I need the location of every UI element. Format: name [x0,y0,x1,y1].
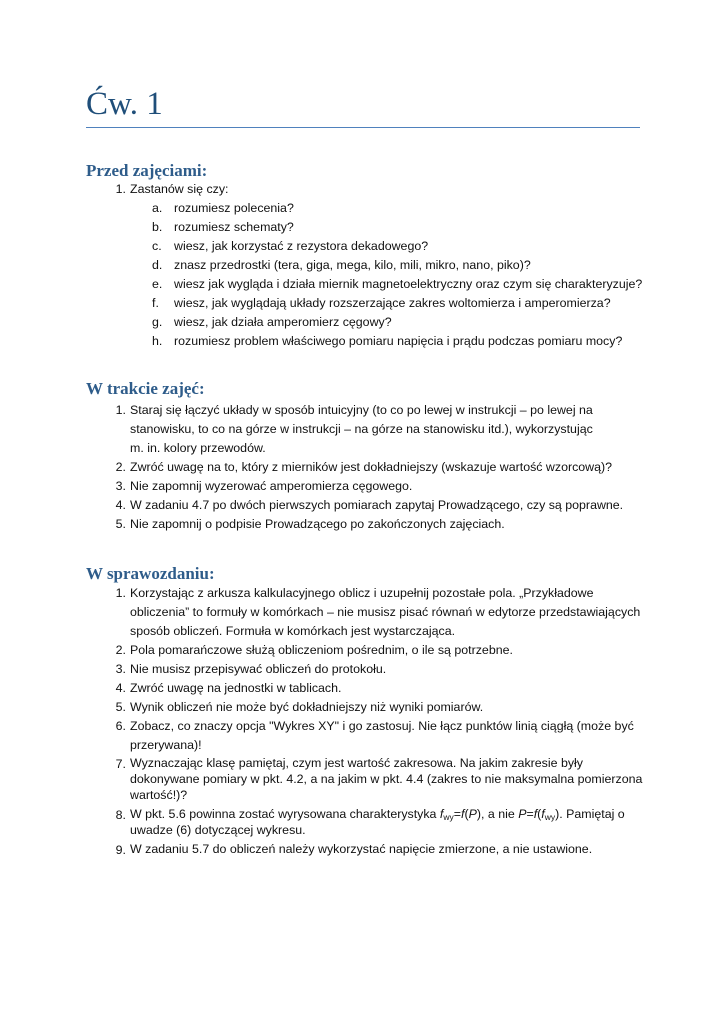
list-number: 5. [115,517,126,531]
list-text-line: Nie zapomnij wyzerować amperomierza cęgowego. [130,479,413,493]
formula-f: f [439,807,444,821]
list-item [115,660,655,679]
list-text: Zastanów się czy: [130,182,229,196]
list-text-line: Zwróć uwagę na jednostki w tablicach. [130,681,342,695]
list-text-line: Pola pomarańczowe służą obliczeniom pośrednim, o ile są potrzebne. [130,643,513,657]
formula-subscript: wy [443,812,454,822]
list-text-line: Wynik obliczeń nie może być dokładniejszy niż wyniki pomiarów. [130,700,484,714]
list-item [115,698,655,717]
sub-list-marker: h. [152,334,163,348]
list-text-line: W zadaniu 5.7 do obliczeń należy wykorzystać napięcie zmierzone, a nie ustawione. [130,842,593,856]
sub-list-text: rozumiesz problem właściwego pomiaru napięcia i prądu podczas pomiaru mocy? [174,334,623,348]
list-number: 2. [115,643,126,657]
list-number: 2. [115,460,126,474]
formula-p: P [468,807,477,821]
text-run: ( [464,807,469,821]
list-text-line: obliczenia” to formuły w komórkach – nie musisz pisać równań w edytorze przedstawiających [130,605,641,619]
sub-list-item [152,294,654,313]
list-text-line: Zwróć uwagę na to, który z mierników jest dokładniejszy (wskazuje wartość wzorcową)? [130,460,613,474]
list-number: 4. [115,681,126,695]
list-text-line: Zobacz, co znaczy opcja "Wykres XY" i go zastosuj. Nie łącz punktów linią ciągłą (może być [130,719,634,733]
list-item [115,401,650,458]
list-text-line: Staraj się łączyć układy w sposób intuicyjny (to co po lewej w instrukcji – po lewej na [130,403,593,417]
section-heading-before: Przed zajęciami: [86,161,208,180]
list-text-line: przerywana)! [130,738,202,752]
list-number: 1. [115,586,126,600]
list-text-line: Nie zapomnij o podpisie Prowadzącego po zakończonych zajęciach. [130,517,505,531]
title-underline [86,127,640,128]
sub-list-marker: e. [152,277,163,291]
text-run: W pkt. 5.6 powinna zostać wyrysowana charakterystyka [130,807,440,821]
sub-list-marker: b. [152,220,163,234]
sub-list-item [152,218,654,237]
list-item [115,180,650,199]
text-run: ), a nie [476,807,519,821]
during-list [115,401,650,534]
list-number: 3. [115,479,126,493]
list-number: 3. [115,662,126,676]
sub-list-item [152,275,654,294]
section-heading-during: W trakcie zajęć: [86,379,205,398]
sub-list-item [152,199,654,218]
list-item [115,755,655,803]
list-text-line: W zadaniu 4.7 po dwóch pierwszych pomiarach zapytaj Prowadzącego, czy są poprawne. [130,498,624,512]
list-text-line: sposób obliczeń. Formuła w komórkach jest wystarczająca. [130,624,456,638]
formula-subscript: wy [544,812,556,822]
text-run: ( [537,807,542,821]
list-number: 6. [115,719,126,733]
list-number: 8. [115,808,126,822]
sub-list-text: rozumiesz schematy? [174,220,294,234]
sub-list-text: wiesz, jak działa amperomierz cęgowy? [174,315,392,329]
list-number: 1. [115,182,126,196]
list-number: 1. [115,403,126,417]
list-item [115,458,650,477]
sub-list-item [152,332,654,351]
sub-list-marker: g. [152,315,163,329]
formula-p: P [518,807,527,821]
text-run: ). Pamiętaj o [555,807,625,821]
sub-list-marker: c. [152,239,162,253]
sub-list-item [152,237,654,256]
section-heading-report: W sprawozdaniu: [86,564,215,583]
list-item [115,477,650,496]
before-list [115,180,650,199]
sub-list-text: wiesz, jak korzystać z rezystora dekadowego? [174,239,429,253]
list-item [115,641,655,660]
list-text-line [130,806,655,822]
list-text-line: uwadze (6) dotyczącej wykresu. [130,823,306,837]
list-number: 7. [115,757,126,771]
formula-f: f [533,807,538,821]
page-title: Ćw. 1 [86,86,163,122]
list-text-line: m. in. kolory przewodów. [130,441,266,455]
report-list [115,584,655,857]
sub-list-text: znasz przedrostki (tera, giga, mega, kilo, mili, mikro, nano, piko)? [174,258,531,272]
list-text-line: wartość!)? [130,788,188,802]
sub-list-item [152,256,654,275]
list-item [115,806,655,838]
before-sublist [152,199,654,351]
list-item [115,584,655,641]
sub-list-text: wiesz jak wygląda i działa miernik magnetoelektryczny oraz czym się charakteryzuje? [174,277,643,291]
list-item [115,717,655,755]
text-run: = [453,807,461,821]
formula-f: f [541,807,545,821]
list-text-line: Korzystając z arkusza kalkulacyjnego oblicz i uzupełnij pozostałe pola. „Przykładowe [130,586,594,600]
sub-list-item [152,313,654,332]
sub-list-marker: d. [152,258,163,272]
list-number: 4. [115,498,126,512]
sub-list-marker: a. [152,201,163,215]
list-item [115,679,655,698]
list-item [115,515,650,534]
list-item [115,841,655,857]
sub-list-text: rozumiesz polecenia? [174,201,294,215]
list-item [115,496,650,515]
list-number: 5. [115,700,126,714]
list-text-line: Nie musisz przepisywać obliczeń do protokołu. [130,662,387,676]
list-text-line: stanowisku, to co na górze w instrukcji – na górze na stanowisku itd.), wykorzystując [130,422,593,436]
sub-list-text: wiesz, jak wyglądają układy rozszerzające zakres woltomierza i amperomierza? [174,296,611,310]
sub-list-marker: f. [152,296,159,310]
list-text-line: dokonywane pomiary w pkt. 4.2, a na jakim w pkt. 4.4 (zakres to nie maksymalna pomierzona [130,772,643,786]
formula-f: f [461,807,465,821]
list-text-line: Wyznaczając klasę pamiętaj, czym jest wartość zakresowa. Na jakim zakresie były [130,756,583,770]
text-run: = [526,807,534,821]
list-number: 9. [115,843,126,857]
